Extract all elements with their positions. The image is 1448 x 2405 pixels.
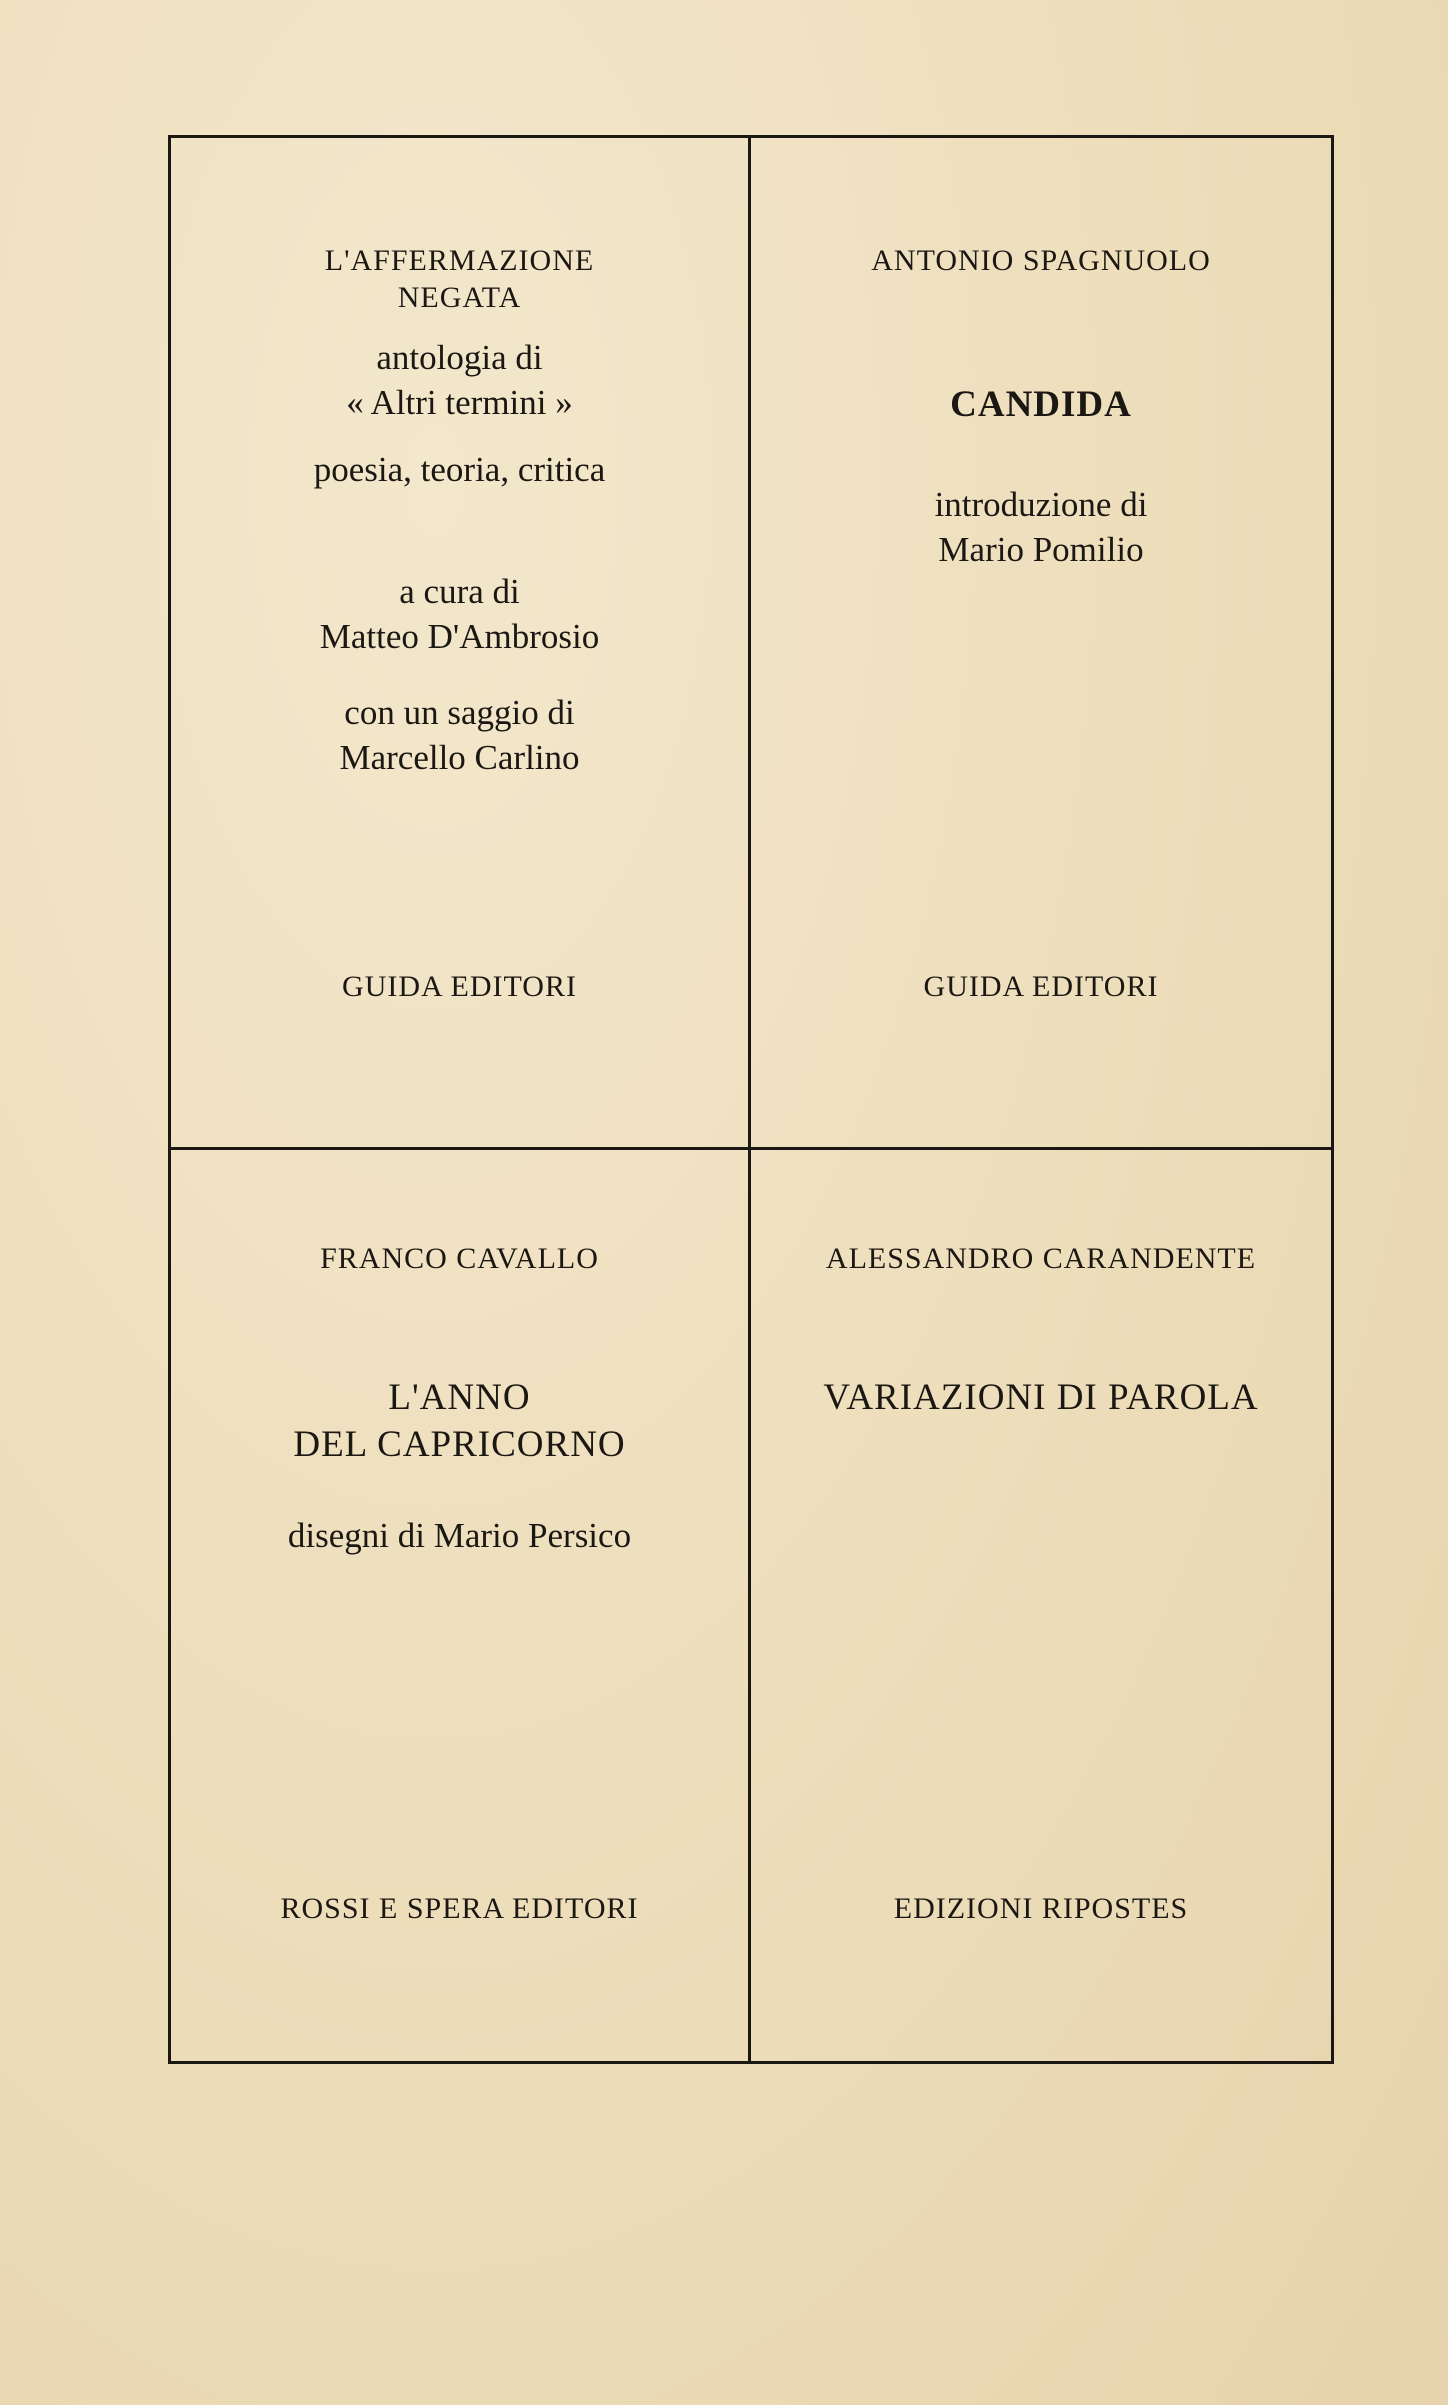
publisher: EDIZIONI RIPOSTES <box>893 1892 1189 1925</box>
subtitle-line: antologia di <box>376 338 543 377</box>
author: ALESSANDRO CARANDENTE <box>825 1242 1257 1275</box>
publisher: GUIDA EDITORI <box>342 970 577 1003</box>
book-title: CANDIDA <box>950 384 1132 425</box>
book-cell-anno-capricorno <box>171 1150 751 2064</box>
book-title-line: NEGATA <box>397 281 522 314</box>
book-cell-affermazione <box>171 138 751 1150</box>
intro-line: introduzione di <box>934 485 1148 524</box>
book-title: VARIAZIONI DI PAROLA <box>823 1377 1259 1418</box>
editor-line: a cura di <box>399 572 520 611</box>
book-title-line: L'ANNO <box>388 1377 531 1418</box>
essay-line: con un saggio di <box>344 693 575 732</box>
book-cell-candida <box>751 138 1331 1150</box>
essay-author: Marcello Carlino <box>339 738 580 777</box>
editor-name: Matteo D'Ambrosio <box>319 617 600 656</box>
subtitle-line: « Altri termini » <box>346 383 573 422</box>
book-listing-grid <box>168 135 1334 2064</box>
subtitle-line: poesia, teoria, critica <box>313 450 606 489</box>
book-title-line: L'AFFERMAZIONE <box>324 244 595 277</box>
book-cell-variazioni <box>751 1150 1331 2064</box>
author: FRANCO CAVALLO <box>320 1242 599 1275</box>
author: ANTONIO SPAGNUOLO <box>871 244 1211 277</box>
book-title-line: DEL CAPRICORNO <box>293 1424 626 1465</box>
publisher: GUIDA EDITORI <box>923 970 1159 1003</box>
publisher: ROSSI E SPERA EDITORI <box>280 1892 639 1925</box>
drawings-credit: disegni di Mario Persico <box>287 1516 632 1555</box>
intro-author: Mario Pomilio <box>938 530 1144 569</box>
